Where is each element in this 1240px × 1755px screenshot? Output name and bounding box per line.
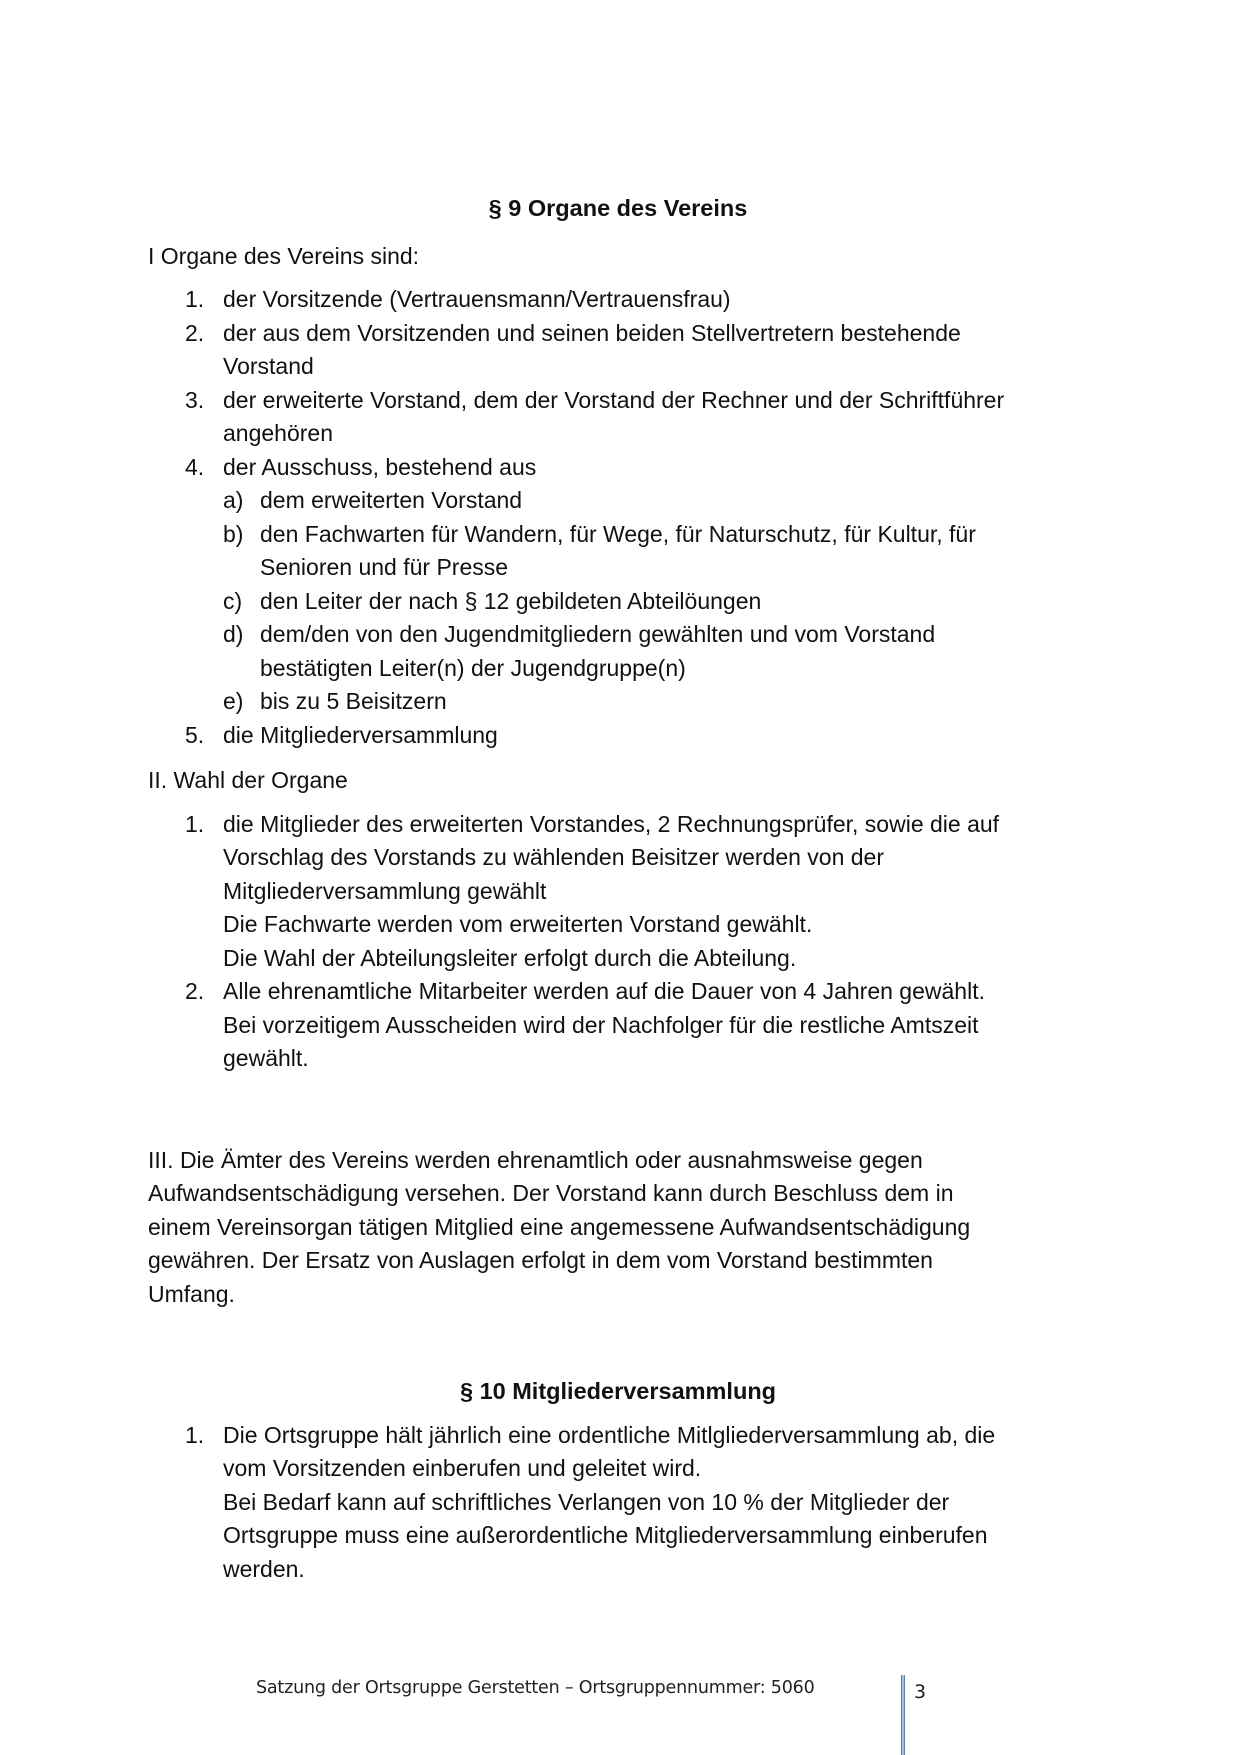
list-marker: 2.	[185, 319, 205, 346]
sublist-item	[223, 585, 1088, 619]
list-item-text: Die Wahl der Abteilungsleiter erfolgt durch die Abteilung.	[223, 944, 797, 971]
list-marker: 1.	[185, 810, 205, 837]
footer-divider	[901, 1675, 905, 1755]
list-item-text: gewählt.	[223, 1045, 309, 1071]
list-item-text: die Mitglieder des erweiterten Vorstandes, 2 Rechnungsprüfer, sowie die auf	[223, 810, 1000, 837]
sublist-marker: d)	[223, 621, 244, 647]
sublist-marker: b)	[223, 520, 244, 547]
list-item-text: Bei vorzeitigem Ausscheiden wird der Nachfolger für die restliche Amtszeit	[223, 1011, 979, 1038]
sublist-marker: c)	[223, 587, 243, 614]
list-marker: 3.	[185, 386, 205, 413]
section-10-heading: § 10 Mitgliederversammlung	[459, 1378, 777, 1404]
sublist-item-text: den Leiter der nach § 12 gebildeten Abteilöungen	[260, 587, 762, 614]
sublist-item-text: Senioren und für Presse	[260, 554, 509, 580]
paragraph-line: Umfang.	[148, 1280, 235, 1307]
list-marker: 2.	[185, 978, 205, 1004]
organs-list	[148, 283, 1088, 752]
sublist-item-text: dem/den von den Jugendmitgliedern gewählten und vom Vorstand	[260, 621, 936, 647]
committee-sublist	[223, 484, 1088, 719]
list-item	[148, 384, 1088, 451]
list-item-text: Vorstand	[223, 353, 314, 379]
sublist-item-text: bestätigten Leiter(n) der Jugendgruppe(n)	[260, 654, 686, 681]
list-marker: 4.	[185, 453, 205, 480]
list-item	[148, 317, 1088, 384]
list-item-text: der erweiterte Vorstand, dem der Vorstand der Rechner und der Schriftführer	[223, 386, 1005, 413]
document-body	[148, 192, 1088, 1586]
list-item-text: werden.	[223, 1555, 305, 1582]
list-marker: 5.	[185, 721, 205, 748]
footer-text: Satzung der Ortsgruppe Gerstetten – Ortsgruppennummer: 5060	[256, 1678, 815, 1698]
list-item-text: Mitgliederversammlung gewählt	[223, 877, 547, 904]
list-item-text: die Mitgliederversammlung	[223, 721, 498, 748]
sublist-marker: a)	[223, 487, 244, 513]
sublist-item	[223, 484, 1088, 518]
section-9-heading: § 9 Organe des Vereins	[488, 195, 748, 221]
sublist-item	[223, 685, 1088, 719]
list-item	[148, 1419, 1088, 1587]
list-item-text: Die Fachwarte werden vom erweiterten Vorstand gewählt.	[223, 911, 813, 937]
list-item-text: Alle ehrenamtliche Mitarbeiter werden auf die Dauer von 4 Jahren gewählt.	[223, 978, 985, 1004]
sublist-item	[223, 618, 1088, 685]
list-item	[148, 808, 1088, 976]
list-item-text: der Vorsitzende (Vertrauensmann/Vertrauensfrau)	[223, 286, 731, 312]
sublist-marker: e)	[223, 688, 244, 714]
offices-paragraph	[148, 1144, 1088, 1312]
assembly-list	[148, 1419, 1088, 1587]
list-item	[148, 975, 1088, 1076]
sublist-item-text: dem erweiterten Vorstand	[260, 487, 523, 513]
section-9-intro: I Organe des Vereins sind:	[148, 242, 420, 269]
list-item-text: Die Ortsgruppe hält jährlich eine ordentliche Mitlgliederversammlung ab, die	[223, 1421, 996, 1448]
list-item	[148, 719, 1088, 753]
list-item	[148, 451, 1088, 719]
sublist-item-text: den Fachwarten für Wandern, für Wege, für Naturschutz, für Kultur, für	[260, 520, 976, 547]
list-marker: 1.	[185, 1421, 205, 1448]
list-item-text: angehören	[223, 420, 333, 446]
list-item-text: vom Vorsitzenden einberufen und geleitet wird.	[223, 1455, 702, 1481]
sublist-item-text: bis zu 5 Beisitzern	[260, 688, 447, 714]
list-item-text: Ortsgruppe muss eine außerordentliche Mitgliederversammlung einberufen	[223, 1522, 988, 1548]
list-item	[148, 283, 1088, 317]
page-number: 3	[914, 1681, 927, 1703]
list-marker: 1.	[185, 286, 205, 312]
list-item-text: der Ausschuss, bestehend aus	[223, 453, 537, 480]
paragraph-line: einem Vereinsorgan tätigen Mitglied eine angemessene Aufwandsentschädigung	[148, 1213, 971, 1240]
election-heading: II. Wahl der Organe	[148, 767, 348, 793]
sublist-item	[223, 518, 1088, 585]
paragraph-line: gewähren. Der Ersatz von Auslagen erfolgt in dem vom Vorstand bestimmten	[148, 1247, 933, 1273]
election-list	[148, 808, 1088, 1076]
paragraph-line: III. Die Ämter des Vereins werden ehrenamtlich oder ausnahmsweise gegen	[148, 1146, 923, 1173]
list-item-text: Bei Bedarf kann auf schriftliches Verlangen von 10 % der Mitglieder der	[223, 1488, 950, 1515]
list-item-text: der aus dem Vorsitzenden und seinen beiden Stellvertretern bestehende	[223, 319, 961, 346]
paragraph-line: Aufwandsentschädigung versehen. Der Vorstand kann durch Beschluss dem in	[148, 1180, 954, 1206]
list-item-text: Vorschlag des Vorstands zu wählenden Beisitzer werden von der	[223, 844, 885, 870]
